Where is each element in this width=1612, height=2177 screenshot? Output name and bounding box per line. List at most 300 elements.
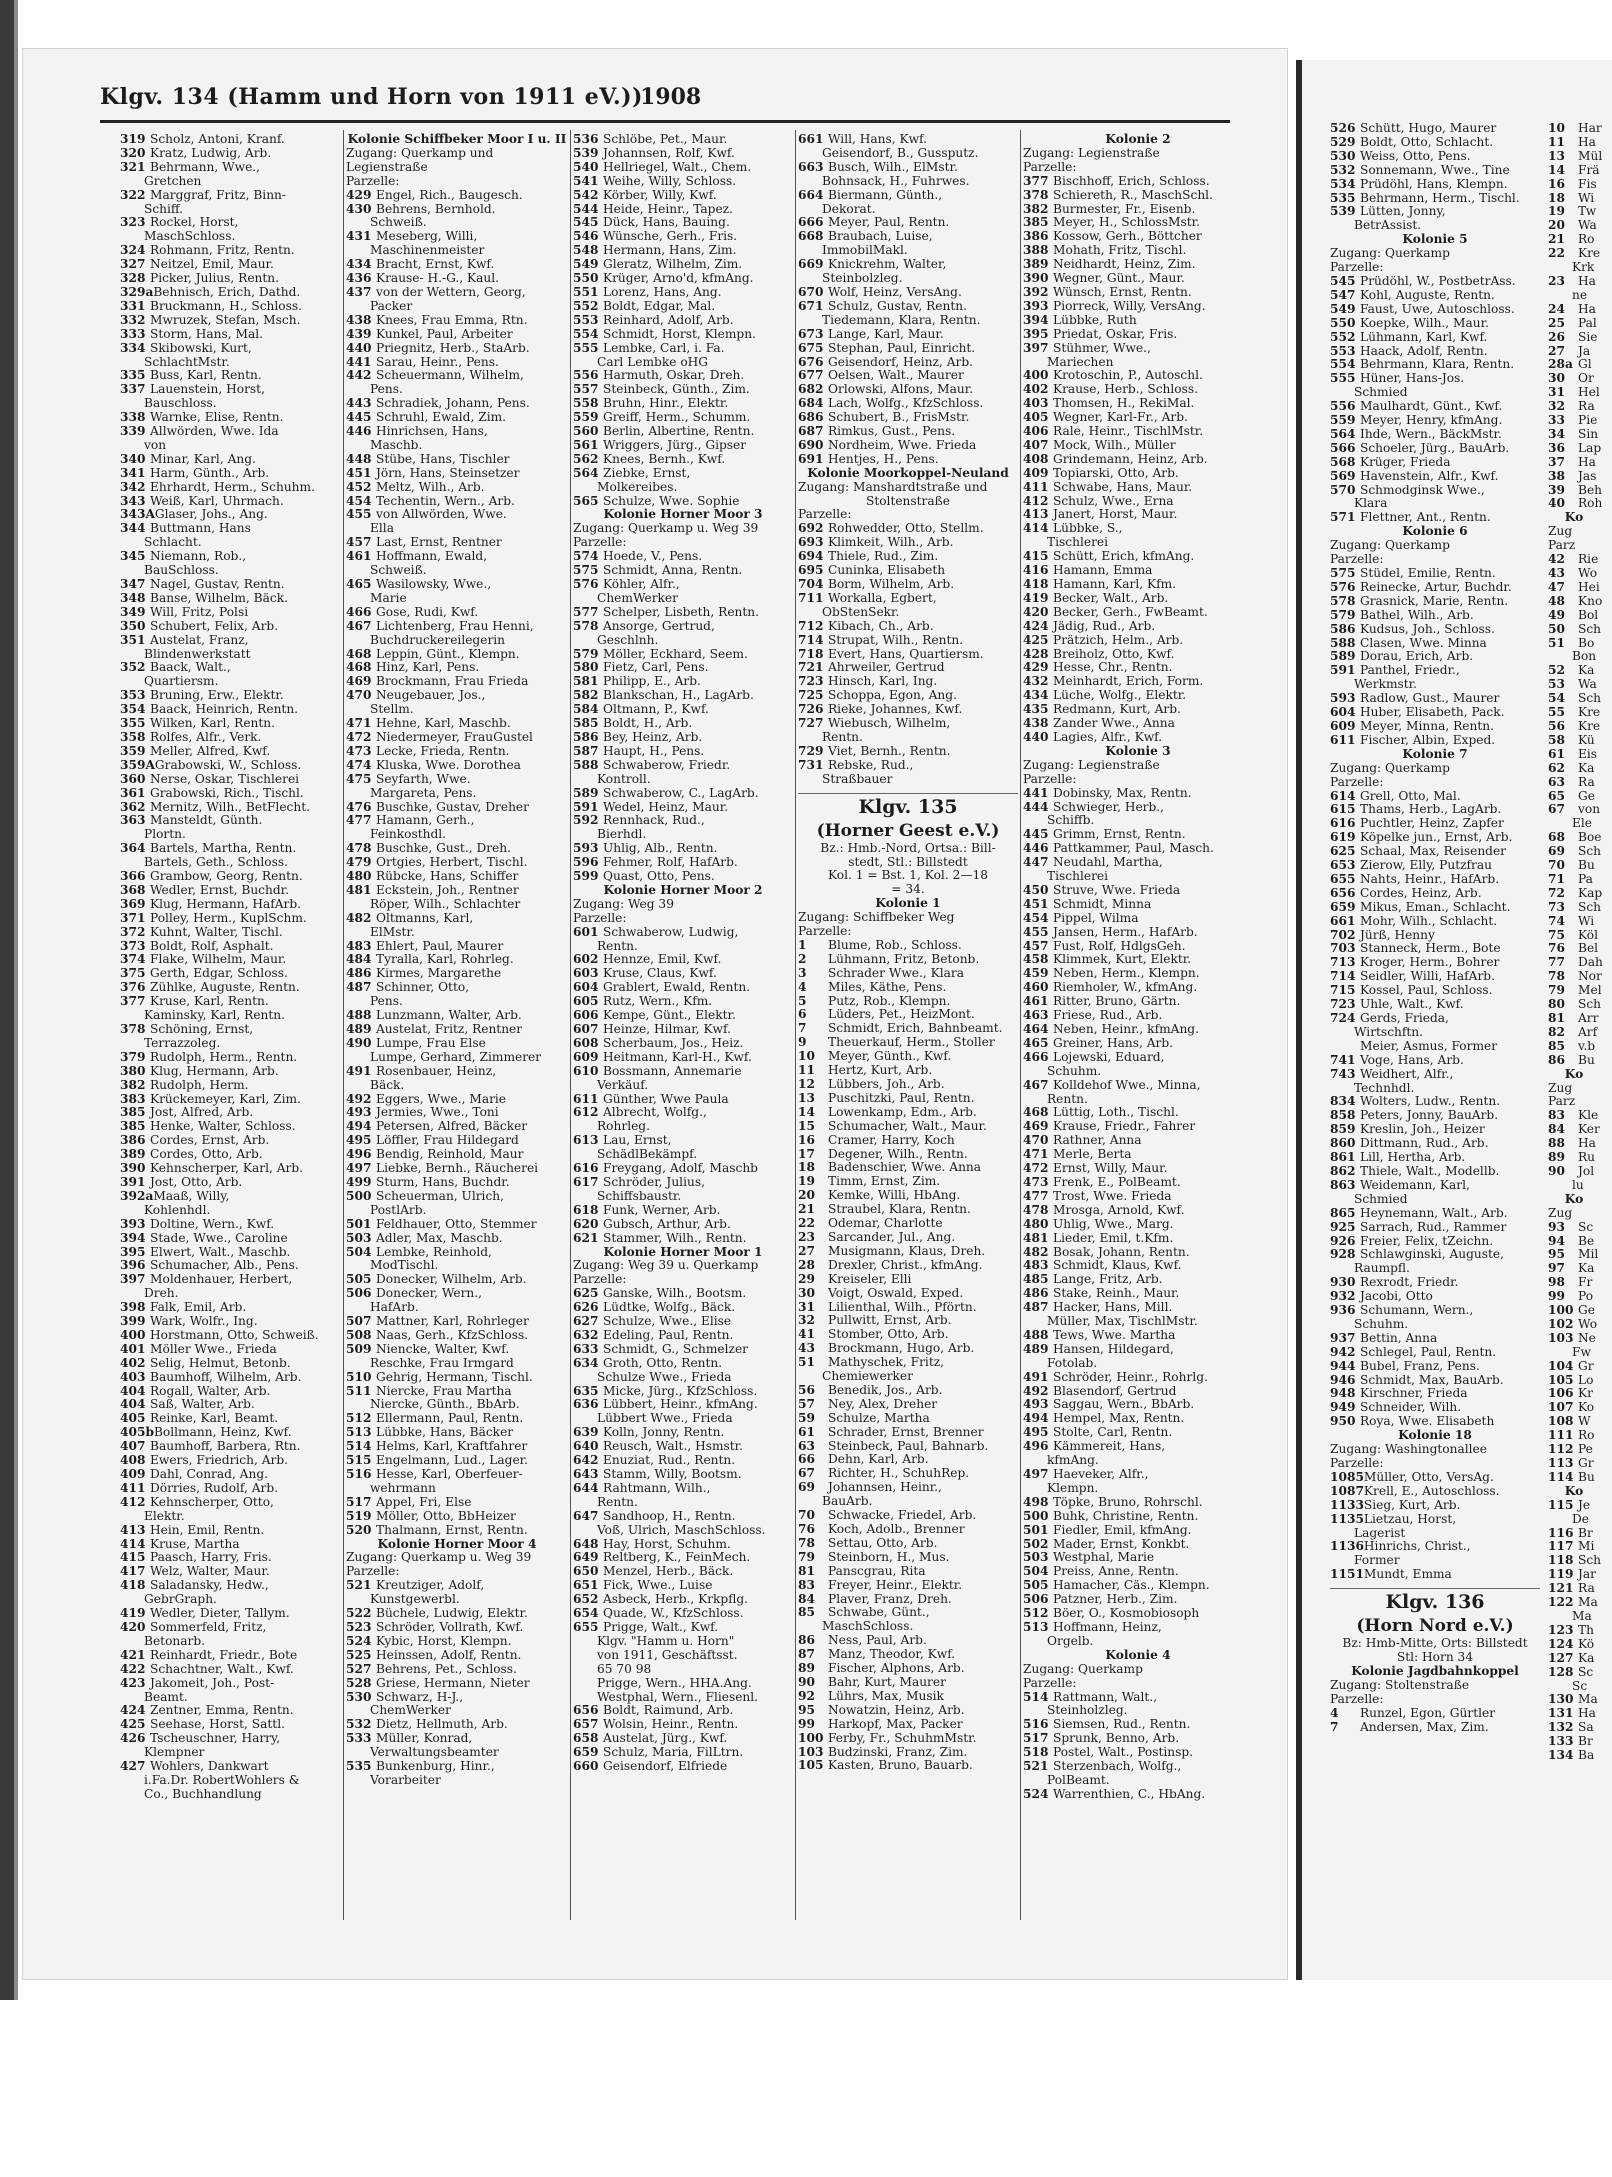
list-item xyxy=(120,216,340,230)
list-item xyxy=(1023,926,1253,940)
list-item xyxy=(1548,205,1600,219)
list-item xyxy=(1330,1109,1540,1123)
parcel-number: 394 xyxy=(120,1230,146,1245)
parcel-number: 72 xyxy=(1548,885,1565,900)
parcel-number: 472 xyxy=(1023,1161,1049,1176)
list-item xyxy=(120,842,340,856)
parcel-number: 42 xyxy=(1548,552,1565,567)
entry-text: Röper, Wilh., Schlachter xyxy=(370,896,521,911)
entry-text: Gerds, Frieda, xyxy=(1360,1011,1449,1025)
list-item xyxy=(573,1051,793,1065)
list-item xyxy=(346,884,568,898)
parcel-number: 932 xyxy=(1330,1289,1356,1304)
parcel-number: 497 xyxy=(346,1161,372,1176)
list-item xyxy=(1023,1065,1253,1079)
list-item xyxy=(1023,717,1253,731)
list-item xyxy=(120,940,340,954)
parcel-number: 434 xyxy=(346,257,372,272)
parcel-number: 474 xyxy=(346,757,372,772)
entry-text: Buss, Karl, Rentn. xyxy=(150,368,262,383)
parcel-number: 625 xyxy=(1330,844,1356,859)
list-item xyxy=(573,258,793,272)
parcel-number: 79 xyxy=(798,1549,815,1564)
entry-text: Bosak, Johann, Rentn. xyxy=(1053,1244,1190,1259)
entry-text: Schulze Wwe., Frieda xyxy=(597,1369,732,1384)
parcel-number: 128 xyxy=(1548,1664,1574,1679)
list-item xyxy=(346,745,568,759)
list-item xyxy=(346,648,568,662)
list-item xyxy=(120,133,340,147)
parcel-number: 544 xyxy=(573,201,599,216)
parcel-number: 691 xyxy=(798,451,824,466)
parcel-number: 545 xyxy=(1330,273,1356,288)
list-item xyxy=(1330,859,1540,873)
parcel-number: 454 xyxy=(346,493,372,508)
entry-text: Cordes, Ernst, Arb. xyxy=(150,1133,270,1148)
list-item xyxy=(346,508,568,522)
list-item xyxy=(120,1287,340,1301)
entry-text: Liebke, Bernh., Räucherei xyxy=(376,1161,539,1176)
list-item xyxy=(1548,692,1600,706)
list-item xyxy=(1330,706,1540,720)
entry-text: Terrazzoleg. xyxy=(144,1035,221,1050)
list-item xyxy=(1023,884,1253,898)
parcel-number: 395 xyxy=(120,1244,146,1259)
list-item xyxy=(120,1468,340,1482)
entry-text: Behrmann, Klara, Rentn. xyxy=(1360,357,1515,372)
parcel-number: 90 xyxy=(798,1674,815,1689)
entry-text: Lühmann, Karl, Kwf. xyxy=(1360,329,1488,344)
section-note: Zugang: Querkamp u. Weg 39 xyxy=(346,1550,532,1565)
parcel-number: 362 xyxy=(120,799,146,814)
entry-text: Drexler, Christ., kfmAng. xyxy=(828,1257,983,1272)
colony-heading: Kolonie 6 xyxy=(1402,524,1468,539)
entry-text: Co., Buchhandlung xyxy=(144,1786,262,1801)
list-item xyxy=(1548,247,1600,261)
entry-text: PolBeamt. xyxy=(1047,1772,1110,1787)
entry-text: Heinze, Hilmar, Kwf. xyxy=(603,1022,731,1036)
entry-text: Bruckmann, H., Schloss. xyxy=(150,298,303,313)
list-item xyxy=(1330,1721,1540,1735)
list-item xyxy=(346,759,568,773)
entry-text: Sc xyxy=(1578,1664,1594,1679)
entry-text: Krotoschin, P., Autoschl. xyxy=(1053,368,1203,383)
list-item xyxy=(346,411,568,425)
parcel-number: 9 xyxy=(798,1035,807,1050)
list-item xyxy=(573,397,793,411)
parcel-number: 492 xyxy=(346,1091,372,1106)
entry-text: Buttmann, Hans xyxy=(150,521,251,536)
entry-text: Geisendorf, Heinz, Arb. xyxy=(828,354,974,369)
entry-text: Rentn. xyxy=(822,729,863,744)
list-item xyxy=(798,1189,1018,1203)
list-item xyxy=(798,397,1018,411)
list-item xyxy=(1330,1248,1540,1262)
column-6 xyxy=(1330,122,1540,1735)
parcel-number: 604 xyxy=(1330,705,1356,720)
list-item xyxy=(120,1412,340,1426)
entry-text: Feldhauer, Otto, Stemmer xyxy=(376,1216,537,1231)
list-item xyxy=(346,314,568,328)
entry-text: Neugebauer, Jos., xyxy=(376,688,486,703)
list-item xyxy=(798,1593,1018,1607)
parcel-number: 627 xyxy=(573,1314,599,1329)
parcel-number: 942 xyxy=(1330,1344,1356,1359)
list-item xyxy=(120,1065,340,1079)
list-item xyxy=(573,1579,793,1593)
parcel-number: 517 xyxy=(1023,1731,1049,1746)
entry-text: Gl xyxy=(1578,357,1592,372)
list-item xyxy=(798,981,1018,995)
list-item xyxy=(1023,1732,1253,1746)
parcel-number: 661 xyxy=(798,132,824,146)
entry-text: Stephan, Paul, Einricht. xyxy=(828,340,976,355)
entry-text: Bracht, Ernst, Kwf. xyxy=(376,257,495,272)
parcel-number: 71 xyxy=(1548,871,1565,886)
list-item xyxy=(1548,1165,1600,1179)
entry-text: Hinz, Karl, Pens. xyxy=(376,660,480,675)
parcel-number: 57 xyxy=(798,1396,815,1411)
entry-text: Will, Fritz, Polsi xyxy=(150,604,249,619)
entry-text: Steinbeck, Günth., Zim. xyxy=(603,382,750,397)
entry-text: Schwaberow, Ludwig, xyxy=(603,924,739,939)
entry-text: Müller, Konrad, xyxy=(376,1731,473,1746)
parcel-number: 636 xyxy=(573,1397,599,1412)
list-item xyxy=(798,425,1018,439)
list-item xyxy=(1548,1610,1600,1624)
list-item xyxy=(1023,1343,1253,1357)
list-item xyxy=(120,286,340,300)
section-note: Parz xyxy=(1548,1094,1576,1109)
section-note: Legienstraße xyxy=(346,159,428,174)
entry-text: Wo xyxy=(1578,1316,1598,1331)
parcel-number: 393 xyxy=(120,1216,146,1231)
parcel-number: 359A xyxy=(120,757,155,772)
list-item xyxy=(120,1398,340,1412)
list-item xyxy=(1023,731,1253,745)
parcel-number: 560 xyxy=(573,424,599,439)
entry-text: Eggers, Wwe., Marie xyxy=(376,1091,507,1106)
parcel-number: 602 xyxy=(573,952,599,967)
list-item xyxy=(573,1065,793,1079)
list-item xyxy=(346,1134,568,1148)
entry-text: Johannsen, Rolf, Kwf. xyxy=(603,145,735,160)
list-item xyxy=(1023,1607,1253,1621)
entry-text: Tischlerei xyxy=(1047,535,1109,550)
parcel-number: 43 xyxy=(1548,566,1565,580)
entry-text: Schwabe, Hans, Maur. xyxy=(1053,479,1193,494)
entry-text: Johannsen, Heinr., xyxy=(828,1480,942,1495)
list-item xyxy=(798,953,1018,967)
list-item xyxy=(346,634,568,648)
entry-text: Hennze, Emil, Kwf. xyxy=(603,952,722,967)
entry-text: Klimmek, Kurt, Elektr. xyxy=(1053,952,1192,967)
parcel-number: 421 xyxy=(120,1647,146,1662)
entry-text: Hacker, Hans, Mill. xyxy=(1053,1300,1173,1315)
entry-text: Engelmann, Lud., Lager. xyxy=(376,1453,529,1468)
parcel-number: 539 xyxy=(573,145,599,160)
parcel-number: 435 xyxy=(1023,702,1049,717)
list-item xyxy=(1023,1134,1253,1148)
list-item xyxy=(1330,219,1540,233)
entry-text: Mwruzek, Stefan, Msch. xyxy=(150,312,301,327)
parcel-number: 62 xyxy=(1548,760,1565,775)
parcel-number: 76 xyxy=(1548,941,1565,956)
entry-text: Manz, Theodor, Kwf. xyxy=(828,1647,956,1662)
entry-text: Kolldehof Wwe., Minna, xyxy=(1053,1077,1201,1092)
entry-text: Ka xyxy=(1578,760,1595,775)
parcel-number: 14 xyxy=(798,1104,815,1119)
entry-text: Hoede, V., Pens. xyxy=(603,549,703,564)
parcel-number: 52 xyxy=(1548,663,1565,678)
entry-text: Kre xyxy=(1578,246,1601,261)
colony-heading: Kolonie Horner Moor 4 xyxy=(377,1536,537,1551)
parcel-number: 643 xyxy=(573,1467,599,1481)
list-item xyxy=(1023,1079,1253,1093)
entry-text: Wedler, Dieter, Tallym. xyxy=(150,1606,290,1621)
parcel-number: 360 xyxy=(120,771,146,786)
list-item xyxy=(120,272,340,286)
list-item xyxy=(1548,496,1603,511)
parcel-number: 514 xyxy=(1023,1689,1049,1704)
parcel-number: 13 xyxy=(798,1090,815,1105)
entry-text: Nor xyxy=(1578,969,1602,984)
list-item xyxy=(1548,623,1600,637)
list-item xyxy=(798,272,1018,286)
entry-text: Klug, Hermann, Arb. xyxy=(150,1063,279,1078)
parcel-number: 589 xyxy=(573,785,599,800)
parcel-number: 133 xyxy=(1548,1734,1574,1749)
entry-text: von Allwörden, Wwe. xyxy=(376,507,507,522)
parcel-number: 673 xyxy=(798,326,824,341)
entry-text: Jansen, Herm., HafArb. xyxy=(1053,924,1198,939)
parcel-number: 482 xyxy=(346,910,372,925)
parcel-number: 675 xyxy=(798,340,824,355)
entry-text: Reinecke, Artur, Buchdr. xyxy=(1360,579,1512,594)
entry-text: Borm, Wilhelm, Arb. xyxy=(828,577,955,591)
entry-text: Stellm. xyxy=(370,702,414,717)
list-item xyxy=(1330,1332,1540,1346)
list-item xyxy=(120,411,340,425)
parcel-number: 27 xyxy=(1548,343,1565,358)
entry-text: Weiß, Karl, Uhrmach. xyxy=(150,493,284,508)
entry-text: Warrenthien, C., HbAng. xyxy=(1053,1786,1206,1801)
list-item xyxy=(346,1037,568,1051)
list-item xyxy=(346,1649,568,1663)
parcel-number: 124 xyxy=(1548,1636,1574,1651)
list-item xyxy=(573,300,793,314)
list-item xyxy=(573,1524,793,1538)
parcel-number: 616 xyxy=(1330,816,1356,831)
entry-text: Harkopf, Max, Packer xyxy=(828,1716,963,1731)
parcel-number: 436 xyxy=(346,271,372,286)
entry-text: W xyxy=(1578,1414,1591,1429)
list-item xyxy=(346,1510,568,1524)
entry-text: Wirtschftn. xyxy=(1354,1024,1423,1039)
list-item xyxy=(1023,1426,1253,1440)
list-item xyxy=(1023,258,1253,272)
entry-text: Last, Ernst, Rentner xyxy=(376,535,502,550)
parcel-number: 607 xyxy=(573,1022,599,1036)
parcel-number: 512 xyxy=(346,1411,372,1426)
entry-text: Scheuerman, Ulrich, xyxy=(376,1188,504,1203)
list-item xyxy=(1548,567,1600,581)
parcel-number: 51 xyxy=(1548,635,1565,650)
list-item xyxy=(573,1385,793,1399)
entry-text: Rudolph, Herm. xyxy=(150,1077,249,1092)
list-item xyxy=(1548,1721,1600,1735)
parcel-number: 389 xyxy=(1023,257,1049,272)
list-item xyxy=(120,522,340,536)
parcel-number: 25 xyxy=(1548,315,1565,330)
entry-text: Feinkosthdl. xyxy=(370,827,447,842)
entry-text: Lauenstein, Horst, xyxy=(150,382,265,397)
entry-text: Uhlig, Wwe., Marg. xyxy=(1053,1216,1174,1231)
parcel-number: 476 xyxy=(346,799,372,814)
parcel-number: 58 xyxy=(1548,732,1565,747)
entry-text: Müller, Max, TischlMstr. xyxy=(1047,1314,1198,1329)
parcel-number: 359 xyxy=(120,743,146,758)
entry-text: Puchtler, Heinz, Zapfer xyxy=(1360,816,1504,831)
list-item xyxy=(346,564,568,578)
section-note: Zugang: Manshardtstraße und xyxy=(798,479,988,494)
parcel-number: 342 xyxy=(120,479,146,494)
parcel-number: 414 xyxy=(120,1536,146,1551)
list-item xyxy=(573,953,793,967)
parcel-number: 98 xyxy=(1548,1275,1565,1290)
list-item xyxy=(798,356,1018,370)
entry-text: Rentn. xyxy=(597,938,638,953)
parcel-number: 444 xyxy=(1023,799,1049,814)
entry-text: Wolters, Ludw., Rentn. xyxy=(1360,1094,1501,1109)
parcel-number: 323 xyxy=(120,215,146,230)
entry-text: Ka xyxy=(1578,663,1595,678)
entry-text: Mohr, Wilh., Schlacht. xyxy=(1360,913,1498,928)
parcel-number: 862 xyxy=(1330,1163,1356,1178)
list-item xyxy=(573,1649,793,1663)
list-item xyxy=(1548,553,1600,567)
parcel-number: 85 xyxy=(798,1605,815,1620)
parcel-number: 647 xyxy=(573,1508,599,1523)
list-item xyxy=(1023,1273,1253,1287)
scan-edge xyxy=(0,0,14,2000)
entry-text: Heynemann, Walt., Arb. xyxy=(1360,1205,1508,1220)
parcel-number: 371 xyxy=(120,910,146,925)
entry-text: Geisendorf, Elfriede xyxy=(603,1759,728,1774)
parcel-number: 130 xyxy=(1548,1692,1574,1707)
list-item xyxy=(1330,1527,1540,1541)
entry-text: Lagies, Alfr., Kwf. xyxy=(1053,729,1163,744)
parcel-number: 429 xyxy=(346,187,372,202)
parcel-number: 547 xyxy=(1330,287,1356,302)
list-item xyxy=(1548,1304,1600,1318)
entry-text: BauArb. xyxy=(822,1494,873,1509)
list-item xyxy=(346,1704,568,1718)
list-item xyxy=(573,995,793,1009)
parcel-number: 24 xyxy=(1548,301,1565,316)
list-item xyxy=(1023,578,1253,592)
parcel-number: 465 xyxy=(1023,1035,1049,1050)
list-item xyxy=(346,453,568,467)
list-item xyxy=(346,1371,568,1385)
list-item xyxy=(1548,1652,1600,1666)
parcel-number: 16 xyxy=(798,1132,815,1147)
entry-text: Boldt, Edgar, Mal. xyxy=(603,298,716,313)
list-item xyxy=(346,926,568,940)
entry-text: Wi xyxy=(1578,190,1595,205)
parcel-number: 588 xyxy=(1330,635,1356,650)
parcel-number: 383 xyxy=(120,1091,146,1106)
entry-text: Stüdel, Emilie, Rentn. xyxy=(1360,566,1496,580)
parcel-number: 725 xyxy=(798,688,824,703)
parcel-number: 337 xyxy=(120,382,146,397)
parcel-number: 94 xyxy=(1548,1233,1565,1248)
entry-text: Bey, Heinz, Arb. xyxy=(603,729,703,744)
parcel-number: 76 xyxy=(798,1522,815,1536)
parcel-number: 718 xyxy=(798,646,824,661)
list-item xyxy=(1330,122,1540,136)
list-item xyxy=(1548,845,1600,859)
column-rule xyxy=(343,130,344,1920)
entry-text: Kratz, Ludwig, Arb. xyxy=(150,145,272,160)
list-item xyxy=(346,912,568,926)
list-item xyxy=(1023,898,1253,912)
list-item xyxy=(798,1676,1018,1690)
list-item xyxy=(346,1023,568,1037)
list-item xyxy=(1023,1106,1253,1120)
list-item xyxy=(1330,358,1540,372)
entry-text: Cramer, Harry, Koch xyxy=(828,1132,955,1147)
list-item xyxy=(1330,734,1540,748)
entry-text: Wa xyxy=(1578,218,1597,233)
entry-text: Mernitz, Wilh., BetFlecht. xyxy=(150,799,310,814)
entry-text: Lütten, Jonny, xyxy=(1360,204,1446,219)
parcel-number: 445 xyxy=(346,410,372,425)
list-item xyxy=(120,1315,340,1329)
entry-text: Thomsen, H., RekiMal. xyxy=(1053,396,1195,411)
list-item xyxy=(1023,1524,1253,1538)
entry-text: Brockmann, Frau Frieda xyxy=(376,674,529,689)
entry-text: Bunkenburg, Hinr., xyxy=(376,1759,495,1774)
parcel-number: 418 xyxy=(1023,577,1049,591)
list-item xyxy=(1330,581,1540,595)
entry-text: Sterzenbach, Wolfg., xyxy=(1053,1759,1182,1774)
list-item xyxy=(346,495,568,509)
parcel-number: 83 xyxy=(798,1577,815,1592)
list-item xyxy=(1023,189,1253,203)
section-note: Parzelle: xyxy=(1023,771,1077,786)
section-note: Parzelle: xyxy=(573,535,627,550)
parcel-number: 495 xyxy=(346,1133,372,1148)
parcel-number: 488 xyxy=(1023,1327,1049,1342)
parcel-number: 38 xyxy=(1548,468,1565,483)
entry-text: Lach, Wolfg., KfzSchloss. xyxy=(828,396,984,411)
entry-text: Wi xyxy=(1578,913,1595,928)
list-item xyxy=(120,801,340,815)
parcel-number: 81 xyxy=(798,1563,815,1578)
entry-text: Steinborn, H., Mus. xyxy=(828,1549,950,1564)
parcel-number: 1087 xyxy=(1330,1483,1364,1498)
entry-text: Schweiß. xyxy=(370,563,427,578)
list-item xyxy=(1023,564,1253,578)
entry-text: Hüner, Hans-Jos. xyxy=(1360,371,1465,386)
colony-heading: Kolonie Schiffbeker Moor I u. II xyxy=(347,132,567,146)
parcel-number: 649 xyxy=(573,1550,599,1565)
parcel-number: 666 xyxy=(798,215,824,230)
parcel-number: 470 xyxy=(1023,1133,1049,1148)
scan-edge-inner xyxy=(14,0,18,2000)
list-item xyxy=(346,439,568,453)
